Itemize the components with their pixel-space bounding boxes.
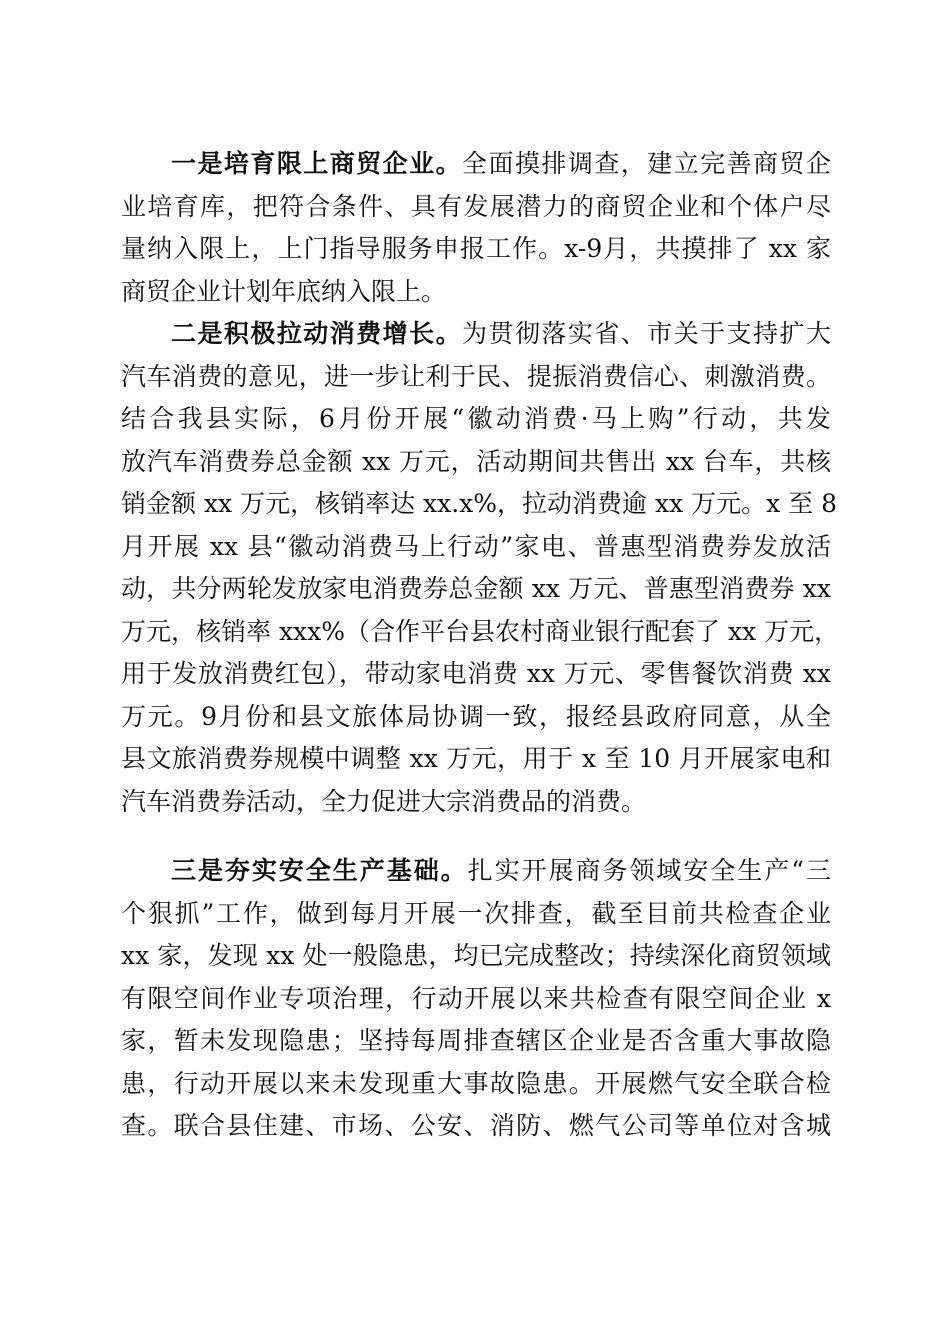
paragraph-3-line-6: 患，行动开展以来未发现重大事故隐患。开展燃气安全联合检 [121,1068,831,1098]
paragraph-2-line-4: 放汽车消费券总金额 xx 万元，活动期间共售出 xx 台车，共核 [121,446,831,476]
paragraph-2-line-8: 万元，核销率 xxx%（合作平台县农村商业银行配套了 xx 万元， [121,616,840,646]
paragraph-2-line-9: 用于发放消费红包），带动家电消费 xx 万元、零售餐饮消费 xx [121,659,831,688]
paragraph-1-line-4: 商贸企业计划年底纳入限上。 [121,276,447,306]
paragraph-3 [121,850,831,1148]
paragraph-2-line-11: 县文旅消费券规模中调整 xx 万元，用于 x 至 10 月开展家电和 [121,744,831,773]
paragraph-2 [121,313,840,823]
paragraph-2-line-7: 动，共分两轮发放家电消费券总金额 xx 万元、普惠型消费券 xx [121,574,831,603]
paragraph-1-text: 全面摸排调查，建立完善商贸企 [462,149,831,178]
paragraph-1-lead: 一是培育限上商贸企业。 [171,149,463,178]
paragraph-2-line-10: 万元。9月份和县文旅体局协调一致，报经县政府同意，从全 [121,701,831,731]
paragraph-2-line-6: 月开展 xx 县“徽动消费马上行动”家电、普惠型消费券发放活 [121,531,831,561]
paragraph-1-line-1 [121,143,831,186]
paragraph-3-line-4: 有限空间作业专项治理，行动开展以来共检查有限空间企业 x [121,983,831,1013]
paragraph-3-line-2: 个狠抓”工作，做到每月开展一次排查，截至目前共检查企业 [121,898,831,928]
paragraph-2-line-2: 汽车消费的意见，进一步让利于民、提振消费信心、刺激消费。 [121,361,831,391]
paragraph-2-line-12: 汽车消费券活动，全力促进大宗消费品的消费。 [121,786,647,816]
paragraph-2-line-3: 结合我县实际，6月份开展“徽动消费·马上购”行动，共发 [121,404,831,433]
paragraph-1-line-3: 量纳入限上，上门指导服务申报工作。x-9月，共摸排了 xx 家 [121,234,831,263]
paragraph-1-line-2: 业培育库，把符合条件、具有发展潜力的商贸企业和个体户尽 [121,191,831,221]
paragraph-3-line-1 [121,850,831,893]
paragraph-2-line-5: 销金额 xx 万元，核销率达 xx.x%，拉动消费逾 xx 万元。x 至 8 [121,489,838,518]
paragraph-2-text: 为贯彻落实省、市关于支持扩大 [462,319,831,348]
paragraph-3-lead: 三是夯实安全生产基础。 [171,856,468,885]
paragraph-3-line-3: xx 家，发现 xx 处一般隐患，均已完成整改；持续深化商贸领域 [121,941,831,970]
paragraph-2-lead: 二是积极拉动消费增长。 [171,319,463,348]
paragraph-2-line-1 [121,313,831,356]
paragraph-3-line-7: 查。联合县住建、市场、公安、消防、燃气公司等单位对含城 [121,1111,831,1140]
paragraph-3-text: 扎实开展商务领域安全生产“三 [467,856,831,885]
paragraph-3-line-5: 家，暂未发现隐患；坚持每周排查辖区企业是否含重大事故隐 [121,1026,831,1055]
paragraph-1 [121,143,831,313]
